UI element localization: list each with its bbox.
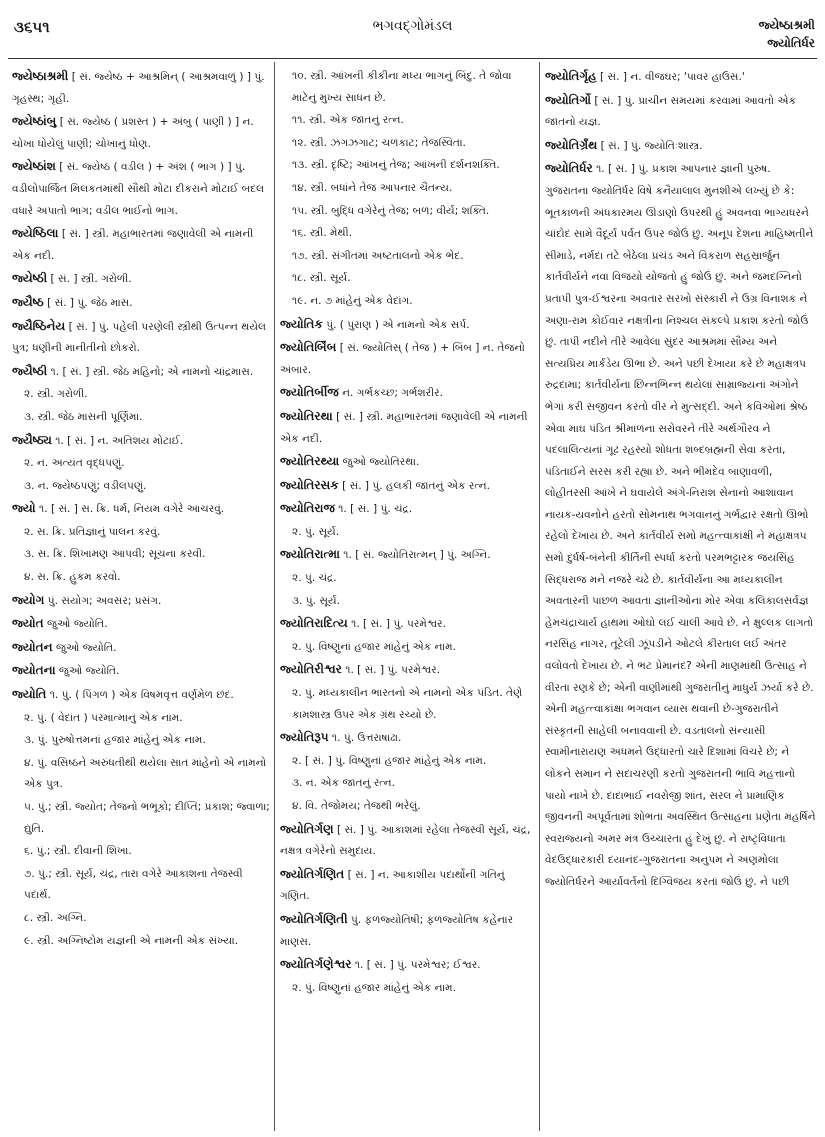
headword: જ્યોતના [12,663,56,678]
definition-text: જુઓ જ્યોતિ. [52,641,117,654]
sense-line [280,133,534,155]
definition-text: ૨. પું. વિષ્ણુનાં હજાર માંહેનું એક નામ. [292,981,456,994]
definition-text: ૧. [ સં. ] પું. પરમેશ્વર. [347,618,446,631]
sense-line [12,730,270,752]
dictionary-entry [12,361,270,384]
sense-line [280,223,534,245]
definition-text: ૨. પું. ચંદ્ર. [292,572,337,585]
headword: જ્યોતિરાજ [280,501,335,516]
sense-line [280,268,534,290]
running-title: ભગવદ્ગોમંડલ [372,18,453,34]
headword: જ્યોતિર્ગો [545,92,591,107]
headword: જ્યૈષ્ઠી [12,363,48,378]
definition-text: ૩. સ. ક્રિ. શિખામણ આપવી; સૂચના કરવી. [24,548,206,561]
headword: જ્યોતિરીશ્વર [280,662,342,677]
definition-text: પું. સંયોગ; અવસર; પ્રસંગ. [44,594,162,607]
definition-text: [ સં. ] પું. હલકી જાતનું એક રત્ન. [338,479,491,492]
sense-line [280,201,534,223]
sense-line [280,246,534,268]
definition-text: [ સં. ] પું. આકાશમાં રહેલા તેજસ્વી સૂર્ય, ચંદ્ર, નક્ષત્ર વગેરેનો સમુદાય. [280,823,531,858]
column-divider [539,62,540,1131]
definition-text: ૧. [ સં. ] પું. પરમેશ્વર; ઈશ્વર. [351,959,481,972]
headword: જ્યૈષ્ઠિનેય [12,318,66,333]
definition-text: ૧૨. સ્ત્રી. ઝગઝગાટ; ચળકાટ; તેજસ્વિતા. [292,136,466,149]
headword: જ્યોતિરૂપ [280,730,329,745]
sense-line [280,178,534,200]
headword: જ્યોતિર્ગણ [280,821,334,836]
headword: જ્યોતિર્ગણેશ્વર [280,957,352,972]
definition-text: જુઓ જ્યોતિ. [55,665,120,678]
dictionary-entry [280,909,534,953]
headword: જ્યોતિક [280,316,323,331]
definition-text: ૧. [ સં. ] પું. પરમેશ્વર. [341,664,441,677]
definition-text: ૩. પું. પુરુષોત્તમનાં હજાર માંહેનું એક નામ. [24,734,206,747]
definition-text: ૧૭. સ્ત્રી. સંગીતમાં અષ્ટતાલનો એક ભેદ. [292,249,464,262]
definition-text: ૧. પું. ઉત્તરાષાઢા. [328,732,402,745]
sense-line [280,110,534,132]
definition-text: [ સં. ] પું. પહેલી પરણેલી સ્ત્રીથી ઉત્પન્ન થયેલ પુત્ર; ધણીની માનીતીનો છોકરો. [12,320,267,355]
dictionary-entry [12,292,270,315]
page-header [0,0,825,70]
definition-text: [ સં. જ્યેષ્ઠ + આશ્રમિન્ ( આશ્રમવાળું ) ] પું. ગૃહસ્થ; ગૃહી. [12,71,265,105]
headword: જ્યો [12,501,36,516]
definition-text: ૧૯. ન. ૭ માંહેનું એક વેદાંગ. [292,294,413,307]
definition-text: [ સં. ] પું. જ્યોતિઃશાસ્ત્ર. [597,139,703,152]
definition-text: [ સં. ] સ્ત્રી. મહાભારતમાં જણાવેલી એ નામની એક નદી. [280,410,528,445]
definition-text: ૨. પું. ( વેદાંત ) પરમાત્માનું એક નામ. [24,711,183,724]
sense-line [280,978,534,1000]
dictionary-entry [12,498,270,521]
sense-line [12,384,270,406]
sense-line [280,751,534,773]
definition-text: ૪. પું. વસિષ્ઠને અરુંધતીથી થયેલા સાત માંહેનો એ નામનો એક પુત્ર. [24,756,267,791]
definition-text: ૮. સ્ત્રી. અગ્નિ. [24,911,87,924]
definition-text: [ સં. જ્યેષ્ઠ ( વડીલ ) + અંશ ( ભાગ ) ] પું. વડીલોપાર્જિત મિલકતમાંથી સૌથી મોટા દીકરાને મોટાઈ બદલ વધારે અપાતો ભાગ; વડીલ ભાઈનો ભાગ. [12,161,265,217]
guide-word-last: જ્યોતિર્ધર [767,36,815,50]
dictionary-entry [12,430,270,453]
sense-line [12,476,270,498]
sense-line [280,796,534,818]
definition-text: જુઓ જ્યોતિ. [43,618,108,631]
headword: જ્યેષ્ઠિલા [12,226,59,241]
dictionary-entry [280,544,534,567]
definition-text: ૧૪. સ્ત્રી. બધાંને તેજ આપનાર ચૈતન્ય. [292,181,453,194]
dictionary-entry [280,406,534,450]
definition-text: ૩. સ્ત્રી. જેઠ માસની પૂર્ણિમા. [24,410,143,423]
definition-text: [ સં. જ્યોતિસ્ ( તેજ ) + બિંબ ] ન. તેજનો અંબાર. [280,342,525,376]
column-1 [12,66,270,1131]
sense-line [280,591,534,613]
definition-text: ૩. ન. જ્યેષ્ઠપણું; વડીલપણું. [24,479,147,492]
headword: જ્યોતિરાત્મા [280,547,340,562]
dictionary-entry [280,337,534,381]
sense-line [280,683,534,726]
sense-line [280,773,534,795]
sense-line [280,66,534,109]
headword: જ્યોતિર્બીજ [280,385,339,400]
headword: જ્યેષ્ઠાંબુ [12,114,57,129]
definition-text: [ સં. ] પું. જેઠ માસ. [43,296,133,309]
sense-line [12,544,270,566]
definition-text: ૨. ન. અત્યંત વૃદ્ધપણું. [24,457,125,470]
sense-line [12,864,270,907]
dictionary-entry [12,660,270,683]
definition-text: [ સં. ] પું. પ્રાચીન સમયમાં કરવામાં આવતો એક જાતનો યજ્ઞ. [545,94,797,129]
definition-text: ૨. સ્ત્રી. ગરોળી. [24,388,88,401]
definition-text: ૧. [ સં. ] સ. ક્રિ. ધર્મ, નિયમ વગેરે આચરવું. [35,503,225,516]
headword: જ્યોતિરથા [280,408,333,423]
definition-text: ૧૦. સ્ત્રી. આંખની કીકીના મધ્ય ભાગનું બિંદુ. તે જોવા માટેનું મુખ્ય સાધન છે. [292,70,512,104]
sense-line [12,908,270,930]
definition-text: ૪. વિ. તેજોમય; તેજથી ભરેલું. [292,800,421,812]
dictionary-entry [280,451,534,474]
dictionary-entry [12,268,270,291]
dictionary-entry [12,637,270,660]
dictionary-entry [280,314,534,337]
headword: જ્યોતિર્ગ્રંથ [545,137,598,152]
headword: જ્યોત [12,616,44,631]
column-2 [280,66,534,1131]
definition-text: ૬. પું.; સ્ત્રી. દીવાની શિખા. [24,845,132,858]
definition-text: ૧૩. સ્ત્રી. દૃષ્ટિ; આંખનું તેજ; આંખની દર્શનશક્તિ. [292,159,500,172]
dictionary-entry [545,90,817,134]
headword: જ્યોતિર્ગણિતી [280,911,348,926]
headword: જ્યોગ [12,592,45,607]
definition-text: ૯. સ્ત્રી. અગ્નિષ્ટોમ યજ્ઞની એ નામની એક સંખ્યા. [24,934,239,947]
headword: જ્યૈષ્ઠ્ય [12,432,52,447]
dictionary-entry [280,819,534,863]
definition-text: પું. ( પુરાણ ) એ નામનો એક સર્પ. [322,318,470,331]
headword: જ્યોતિરાદિત્ય [280,616,348,631]
definition-text: ૧. [ સં. ] સ્ત્રી. જેઠ મહિનો; એ નામનો ચાંદ્રમાસ. [47,365,254,378]
definition-text: [ સં. ] ન. આકાશીય પદાર્થોની ગતિનું ગણિત. [280,868,505,903]
sense-line [280,568,534,590]
definition-text: ૨. પું. સૂર્ય. [292,525,340,538]
definition-text: [ સં. ] સ્ત્રી. મહાભારતમાં જણાવેલી એ નામની એક નદી. [12,228,254,262]
sense-line [12,753,270,796]
column-3 [545,66,817,1131]
definition-text: જુઓ જ્યોતિરથા. [339,456,420,469]
definition-text: ૩. ન. એક જાતનું રત્ન. [292,777,395,790]
dictionary-entry [12,156,270,222]
column-divider [274,62,275,1131]
dictionary-entry [12,613,270,636]
dictionary-entry [545,158,817,893]
guide-word-first: જ્યેષ્ઠાશ્રમી [758,18,815,32]
dictionary-entry [545,135,817,158]
headword: જ્યૈષ્ઠ [12,294,44,309]
guide-words [759,16,815,52]
sense-line [12,453,270,475]
definition-text: ૨. પું. મધ્યકાલીન ભારતનો એ નામનો એક પંડિત. તેણે કામશાસ્ત્ર ઉપર એક ગ્રંથ રચ્યો છે. [292,687,523,721]
headword: જ્યોતિરથ્યા [280,454,340,469]
headword: જ્યોતિર્ગણિત [280,866,345,881]
definition-text: ૧. [ સં. ] પું. ચંદ્ર. [334,503,413,516]
sense-line [280,291,534,313]
sense-line [12,841,270,863]
definition-text: ૨. સ. ક્રિ. પ્રતિજ્ઞાનું પાલન કરવું. [24,525,161,538]
dictionary-entry [12,223,270,267]
dictionary-entry [280,727,534,750]
headword: જ્યેષ્ઠાંશ [12,159,56,174]
headword: જ્યોતિર્બિંબ [280,340,337,355]
definition-text: ન. ગર્ભકચ્છ; ગર્ભશરીર. [338,387,443,400]
sense-line [12,797,270,840]
definition-text: ૧. [ સં. ] ન. અતિશય મોટાઈ. [51,434,184,447]
sense-line [12,407,270,429]
dictionary-entry [12,316,270,360]
sense-line [12,567,270,589]
headword: જ્યોતિર્ગૃહ [545,69,597,83]
definition-text: [ સં. જ્યેષ્ઠ ( પ્રશસ્ત ) + અંબુ ( પાણી ) ] ન. ચોખા ધોયેલું પાણી; ચોખાનું ધોણ. [12,116,254,150]
definition-text: ૧૧. સ્ત્રી. એક જાતનું રત્ન. [292,114,404,127]
dictionary-entry [280,475,534,498]
definition-text: ૧૫. સ્ત્રી. બુદ્ધિ વગેરેનું તેજ; બળ; વીર્ય; શક્તિ. [292,204,490,217]
dictionary-entry [280,864,534,908]
dictionary-entry [12,66,270,110]
definition-text: [ સં. ] સ્ત્રી. ગરોળી. [47,273,132,286]
headword: જ્યોતિર્ધર [545,161,593,176]
dictionary-entry [12,111,270,155]
dictionary-entry [280,382,534,405]
definition-text: ૩. પું. સૂર્ય. [292,594,341,607]
headword: જ્યોતિ [12,687,47,702]
dictionary-entry [280,613,534,636]
sense-line [280,637,534,659]
headword: જ્યોતન [12,639,53,654]
definition-text: ૧. [ સં. ] પું. પ્રકાશ આપનાર જ્ઞાની પુરુષ. ગુજરાતના જ્યોતિર્ધર વિષે કનૈયાલાલ મુનશીએ લખ્યું છે કે: ભૂતકાળની અંધકારમય ઊંડાણો ઉપરથી હું અવનવા ભાગ્યધરને ચાંદોદ સામે વૈદૂર્ય પર્વત ઉપર જોઉં છું. અનૂપ દેશના માહિષ્મતીને સીમાડે, નર્મદા તટે બેઠેલા પ્રચંડ અને વિકરાળ સહસ્રાર્જુન કાર્તવીર્યને નવા વિજયો યોજતો હું જોઉં છું. અને જમદગ્નિનો પ્રતાપી પુત્ર-ઈશ્વરના અવતાર સરખો સંસ્કારી ને ઉગ્ર વિનાશક ને અણા-રામ કોઈવાર નક્ષત્રીના નિશ્ચલ સંકલ્પે પ્રકાશ કરતો જોઉં છું. તાપી નદીને તીરે આવેલા સુંદર આશ્રમમાં સૌમ્ય અને સત્યપ્રિય માર્કંડેય ઊભા છે. અને પછી દેખાયા કરે છે મહાક્ષત્રપ રુદ્રદામા; કાર્તવીર્યના છિન્નભિન્ન થયેલાં સામ્રાજ્યનાં અંગોને ભેગાં કરી સજીવન કરતો વીર ને મુત્સદ્દી. અને કવિઓમાં શ્રેષ્ઠ એવા માઘ પંડિત શ્રીમાળના સરોવરને તીરે અર્થગૌરવ ને પદલાલિત્યનાં ગૂઢ રહસ્યો શોધતા શબ્દબ્રહ્મની સેવા કરતા, પંડિતાઈને સરસ કરી રહ્યા છે. અને ભીમદેવ બાણાવળી, લોહીતરસી આંખે ને ઘવાયેલે અંગે-નિરાશ સેનાનો આશાવાન નાયક-યવનોને હરતો સોમનાથ ભગવાનનું ગર્ભદ્વાર રક્ષતો ઊભો રહેલો દેખાય છે. અને કાર્તવીર્ય સમો મહત્ત્વાકાંક્ષી ને મહાક્ષત્રપ સમો દુર્ધર્ષ-બંનેની કીર્તિની સ્પર્ધા કરતો પરમભટ્ટારક જયસિંહ સિદ્ધરાજ મને નજરે ચઢે છે. કાર્તવીર્યના આ મધ્યકાલીન અવતારની પાછળ આવતા જ્ઞાનીઓના મોર એવા કલિકાલસર્વજ્ઞ હેમચંદ્રાચાર્ય હાથમાં ઓઘો લઈ ચાલી આવે છે. ને ક્ષુલ્લક લાગતો નરસિંહ નાગર, તૂટેલી ઝૂંપડીને ઓટલે કીરતાલ લઈ અંતર વલોવતો દેખાય છે. ને ભટ પ્રેમાનંદ? એની માણમાંથી ઉત્સાહ ને વીરતા રણકે છે; એની વાણીમાંથી ગુજરાતીનું માધુર્ય ઝર્યા કરે છે. એની મહત્ત્વાકાંક્ષા ભગવાન વ્યાસ થવાની છે-ગુજરાતીને સંસ્કૃતની સાહેલી બનાવવાની છે. વડતાલનો સંન્યાસી સ્વામીનારાયણ અધમને ઉદ્ધારતો ચારે દિશામાં વિચરે છે; ને લોકને સમાન ને સદાચરણી કરતો ગુજરાતની ભાવિ મહત્તાનો પાયો નાખે છે. દાદાભાઈ નવરોજી શાંત, સરલ ને પ્રામાણિક જીવનની અપૂર્વતામાં શોભતા અવસ્થિત ઉત્સાહના પ્રણેતા મહર્ષિને સ્વરાજ્યનો અમર મંત્ર ઉચ્ચારતા હું દેખું છું. ને રાષ્ટ્રવિધાતા વેદઉદ્ધારકારી દયાનંદ-ગુજરાતના અનુપમ ને અણમોલા જ્યોતિર્ધરને આર્યાવર્તનો દિગ્વિજય કરતાં જોઉં છું. ને પછી [545,163,816,888]
headword: જ્યેષ્ઠી [12,271,48,286]
definition-text: ૧૬. સ્ત્રી. મેથી. [292,227,353,240]
dictionary-entry [280,954,534,977]
headword: જ્યોતિરસક [280,477,339,492]
dictionary-entry [545,66,817,89]
definition-text: ૧. [ સં. જ્યોતિરાત્મન્ ] પું. અગ્નિ. [339,549,491,562]
definition-text: ૧૮. સ્ત્રી. સૂર્ય. [292,272,351,285]
dictionary-entry [12,684,270,707]
sense-line [12,931,270,953]
sense-line [280,155,534,177]
page-number: ૩૬૫૧ [14,18,50,36]
headword: જ્યેષ્ઠાશ્રમી [12,69,69,83]
definition-text: ૨. પું. વિષ્ણુનાં હજાર માંહેનું એક નામ. [292,640,456,653]
dictionary-entry [12,590,270,613]
sense-line [12,522,270,544]
sense-line [12,708,270,730]
definition-text: ૨. [ સં. ] પું. વિષ્ણુનાં હજાર માંહેનું એક નામ. [292,754,487,767]
definition-text: ૧. પું. ( પિંગળ ) એક વિષમવૃત્ત વર્ણમેળ છંદ. [46,689,234,702]
definition-text: ૫. પું.; સ્ત્રી. જ્યોત; તેજનો ભભૂકો; દીપ્તિ; પ્રકાશ; જ્વાળા; દ્યુતિ. [24,801,270,835]
dictionary-entry [280,659,534,682]
definition-text: ૭. પું.; સ્ત્રી. સૂર્ય, ચંદ્ર, તારા વગેરે આકાશના તેજસ્વી પદાર્થ. [24,867,243,902]
definition-text: પું. ફળજ્યોતિષી; ફળજ્યોતિષ કહેનાર માણસ. [280,913,514,948]
sense-line [280,522,534,544]
definition-text: [ સં. ] ન. વીજઘર; 'પાવર હાઉસ.' [596,71,745,83]
dictionary-entry [280,498,534,521]
header-rule [8,58,817,59]
definition-text: ૪. સ. ક્રિ. હુકમ કરવો. [24,571,121,584]
